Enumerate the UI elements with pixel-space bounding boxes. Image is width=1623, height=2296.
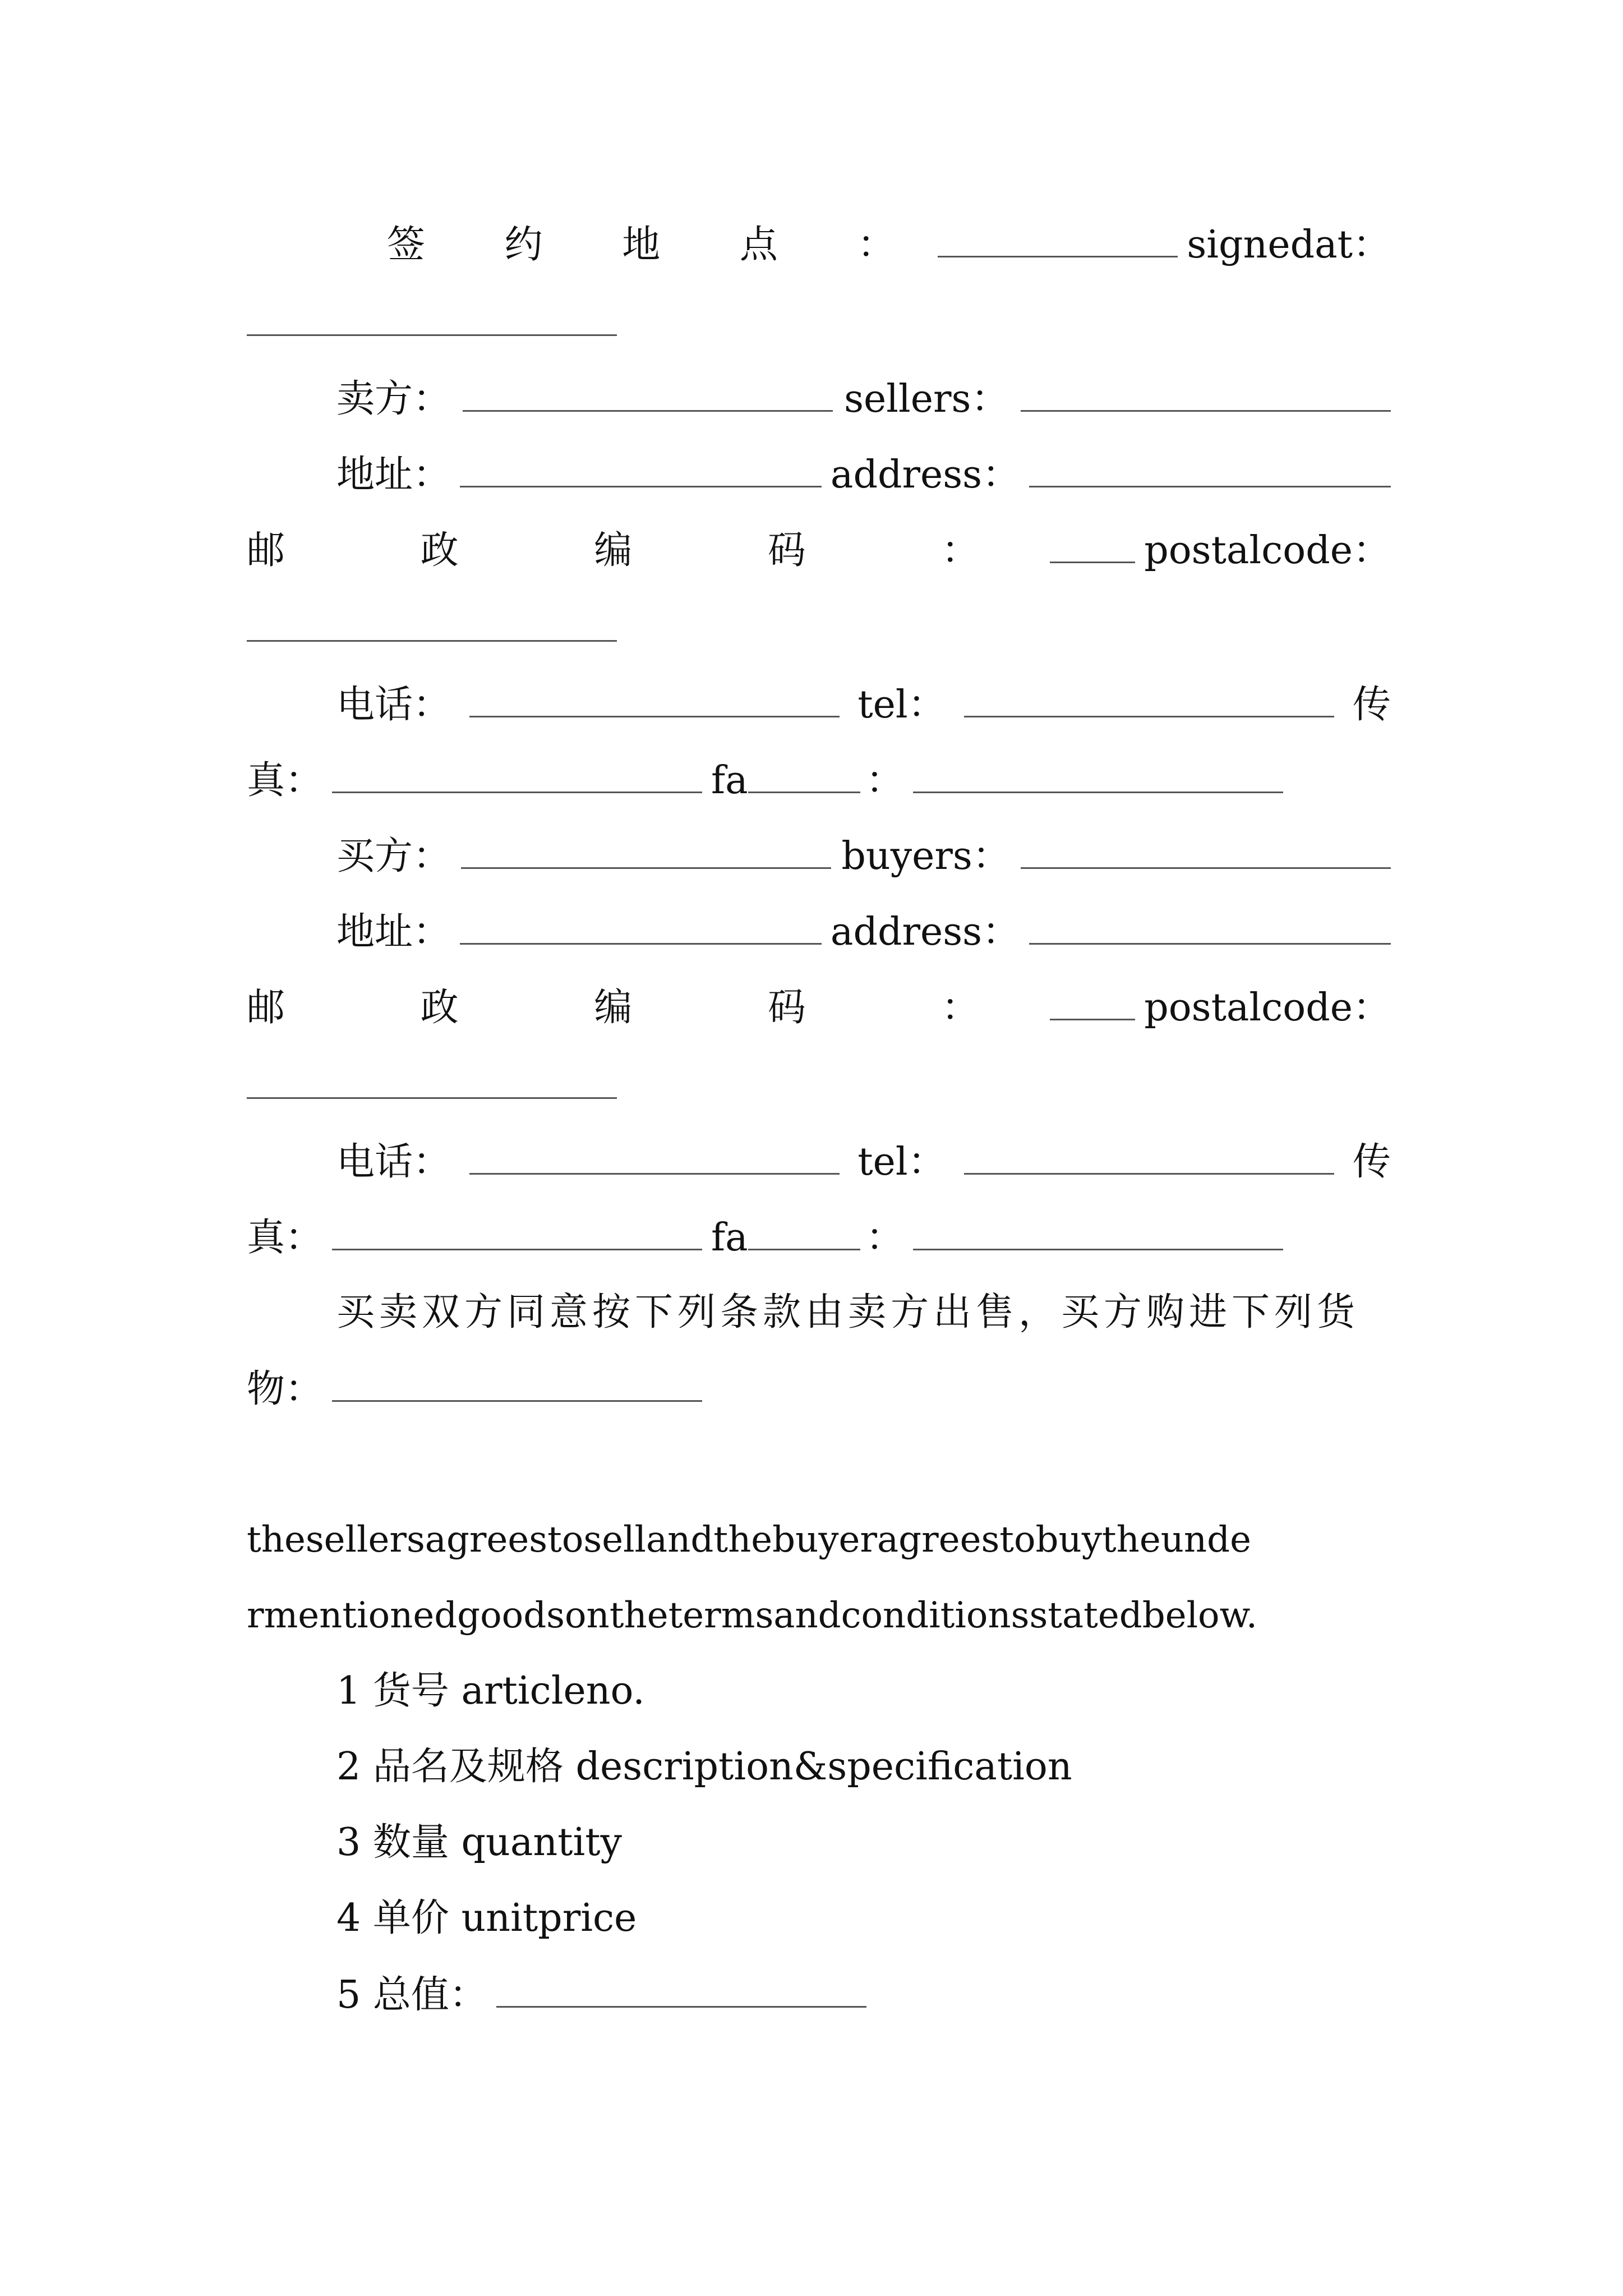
seller-phone-field-en[interactable]: [964, 673, 1334, 717]
buyer-fax-field-en[interactable]: [913, 1206, 1283, 1250]
buyer-label-cn: 买方：: [336, 834, 451, 878]
seller-label-en: sellers：: [844, 377, 1009, 421]
seller-postal-row: [247, 519, 1391, 581]
signing-place-label: 签 约 地 点 ：: [387, 223, 929, 267]
agreement-cn-line1: 买卖双方同意按下列条款由卖方出售，买方购进下列货: [336, 1290, 1360, 1335]
seller-label-cn: 卖方：: [336, 377, 451, 421]
seller-fax-colon: ：: [865, 758, 904, 803]
agreement-cn-row2: [247, 1358, 1391, 1419]
buyer-postal-row-cont: [247, 1055, 1391, 1116]
seller-phone-field-cn[interactable]: [469, 673, 840, 717]
buyer-fax-label-en: fa: [711, 1216, 748, 1260]
buyer-fax-colon: ：: [865, 1216, 904, 1260]
seller-fax-underline: [748, 749, 860, 793]
signing-place-field-en[interactable]: [247, 292, 617, 336]
item-total-label: 5 总值：: [336, 1973, 487, 2017]
buyer-fax-prefix: 传: [1352, 1140, 1391, 1184]
seller-fax-field-en[interactable]: [913, 749, 1283, 793]
seller-row: [336, 367, 1391, 429]
total-value-field[interactable]: [496, 1963, 866, 2008]
item-quantity: 3 数量 quantity: [336, 1820, 622, 1865]
goods-field[interactable]: [332, 1358, 702, 1402]
buyer-field-en[interactable]: [1021, 825, 1391, 869]
agreement-cn-line2: 物：: [247, 1367, 324, 1411]
buyer-fax-underline: [748, 1206, 860, 1250]
buyer-phone-row: [336, 1130, 1391, 1192]
seller-field-cn[interactable]: [463, 367, 833, 412]
seller-field-en[interactable]: [1021, 367, 1391, 412]
signing-place-row-cont: [247, 292, 1391, 353]
seller-address-field-cn[interactable]: [460, 443, 822, 487]
signing-place-field-cn[interactable]: [938, 213, 1178, 257]
buyer-fax-row: [247, 1206, 1391, 1268]
seller-fax-prefix: 传: [1352, 683, 1391, 727]
item-article-no: 1 货号 articleno.: [336, 1669, 645, 1713]
item-total-row: [336, 1963, 1391, 2025]
buyer-postal-colon: ：: [1352, 986, 1391, 1030]
seller-fax-label-cn: 真：: [247, 758, 324, 803]
item-description: 2 品名及规格 description&specification: [336, 1745, 1072, 1789]
seller-fax-label-en: fa: [711, 758, 748, 803]
seller-postal-field-cn[interactable]: [1050, 519, 1135, 563]
buyer-phone-label-en: tel：: [857, 1140, 946, 1184]
buyer-address-field-en[interactable]: [1029, 900, 1391, 945]
buyer-postal-label-cn: 邮 政 编 码 ：: [247, 986, 1041, 1030]
buyer-postal-field-cn[interactable]: [1050, 976, 1135, 1020]
buyer-postal-row: [247, 976, 1391, 1038]
buyer-postal-field-en[interactable]: [247, 1055, 617, 1099]
agreement-en-line2: rmentionedgoodsonthetermsandconditionsstatedbelow.: [247, 1595, 1258, 1636]
seller-address-label-cn: 地址：: [336, 453, 451, 497]
buyer-label-en: buyers：: [841, 834, 1011, 878]
seller-address-row: [336, 443, 1391, 505]
buyer-phone-field-en[interactable]: [964, 1130, 1334, 1175]
buyer-fax-field-cn[interactable]: [332, 1206, 702, 1250]
buyer-phone-label-cn: 电话：: [336, 1140, 451, 1184]
buyer-fax-label-cn: 真：: [247, 1216, 324, 1260]
seller-phone-label-en: tel：: [857, 683, 946, 727]
buyer-address-label-cn: 地址：: [336, 910, 451, 954]
seller-fax-row: [247, 749, 1391, 811]
buyer-address-label-en: address：: [830, 910, 1021, 954]
item-unit-price: 4 单价 unitprice: [336, 1896, 637, 1940]
seller-postal-colon: ：: [1352, 528, 1391, 573]
buyer-row: [336, 825, 1391, 886]
signed-at-label: signedat: [1187, 223, 1353, 267]
seller-postal-label-en: postalcode: [1144, 528, 1353, 573]
buyer-postal-label-en: postalcode: [1144, 986, 1353, 1030]
seller-phone-row: [336, 673, 1391, 735]
seller-fax-field-cn[interactable]: [332, 749, 702, 793]
seller-address-field-en[interactable]: [1029, 443, 1391, 487]
seller-address-label-en: address：: [830, 453, 1021, 497]
buyer-phone-field-cn[interactable]: [469, 1130, 840, 1175]
seller-postal-label-cn: 邮 政 编 码 ：: [247, 528, 1041, 573]
buyer-field-cn[interactable]: [461, 825, 831, 869]
buyer-address-row: [336, 900, 1391, 962]
seller-postal-row-cont: [247, 597, 1391, 659]
signing-place-row: [387, 213, 1391, 275]
seller-phone-label-cn: 电话：: [336, 683, 451, 727]
agreement-en-line1: thesellersagreestosellandthebuyeragreestobuytheunde: [247, 1519, 1251, 1561]
seller-postal-field-en[interactable]: [247, 597, 617, 642]
buyer-address-field-cn[interactable]: [460, 900, 822, 945]
signed-at-colon: ：: [1352, 223, 1391, 267]
